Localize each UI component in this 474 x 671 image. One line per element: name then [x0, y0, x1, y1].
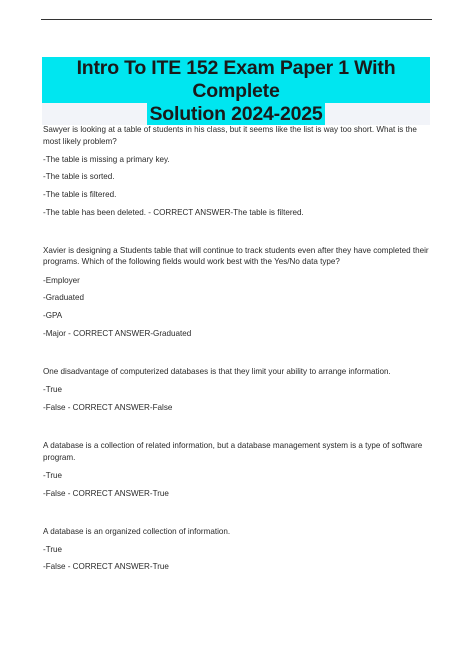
answer-option-with-solution: -False - CORRECT ANSWER-True — [43, 488, 169, 498]
answer-option: -True — [43, 470, 63, 480]
question-spacer — [43, 346, 435, 366]
title-line-2: Solution 2024-2025 — [42, 103, 430, 125]
question-text: A database is an organized collection of information. — [43, 526, 231, 536]
question-text: A database is a collection of related information, but a database management system is a type of software program. — [43, 441, 423, 462]
question-2 — [43, 245, 435, 340]
answer-option-with-solution: -Major - CORRECT ANSWER-Graduated — [43, 328, 192, 338]
answer-option-with-solution: -The table has been deleted. - CORRECT ANSWER-The table is filtered. — [43, 208, 304, 218]
question-3 — [43, 366, 435, 413]
answer-option-with-solution: -False - CORRECT ANSWER-True — [43, 562, 169, 572]
answer-option: -True — [43, 544, 63, 554]
answer-option: -The table is missing a primary key. — [43, 154, 170, 164]
answer-option: -GPA — [43, 311, 63, 321]
header-rule — [41, 19, 432, 20]
question-4 — [43, 440, 435, 499]
answer-option: -The table is sorted. — [43, 172, 115, 182]
title-line-1: Intro To ITE 152 Exam Paper 1 With Complete — [42, 57, 430, 103]
question-spacer — [43, 225, 435, 245]
question-5 — [43, 526, 435, 573]
document-title — [42, 57, 430, 125]
answer-option: -Graduated — [43, 293, 84, 303]
question-text: Xavier is designing a Students table that will continue to track students even after they have completed their programs. Which of the following fields would work best with the Yes/No data type? — [43, 245, 429, 267]
answer-option-with-solution: -False - CORRECT ANSWER-False — [43, 402, 173, 412]
question-1 — [43, 124, 435, 219]
answer-option: -True — [43, 384, 63, 394]
answer-option: -The table is filtered. — [43, 190, 117, 200]
answer-option: -Employer — [43, 275, 80, 285]
question-spacer — [43, 506, 435, 526]
document-body — [43, 124, 435, 579]
question-text: Sawyer is looking at a table of students in his class, but it seems like the list is way too short. What is the most likely problem? — [43, 125, 417, 146]
question-text: One disadvantage of computerized databases is that they limit your ability to arrange information. — [43, 366, 391, 376]
question-spacer — [43, 419, 435, 440]
